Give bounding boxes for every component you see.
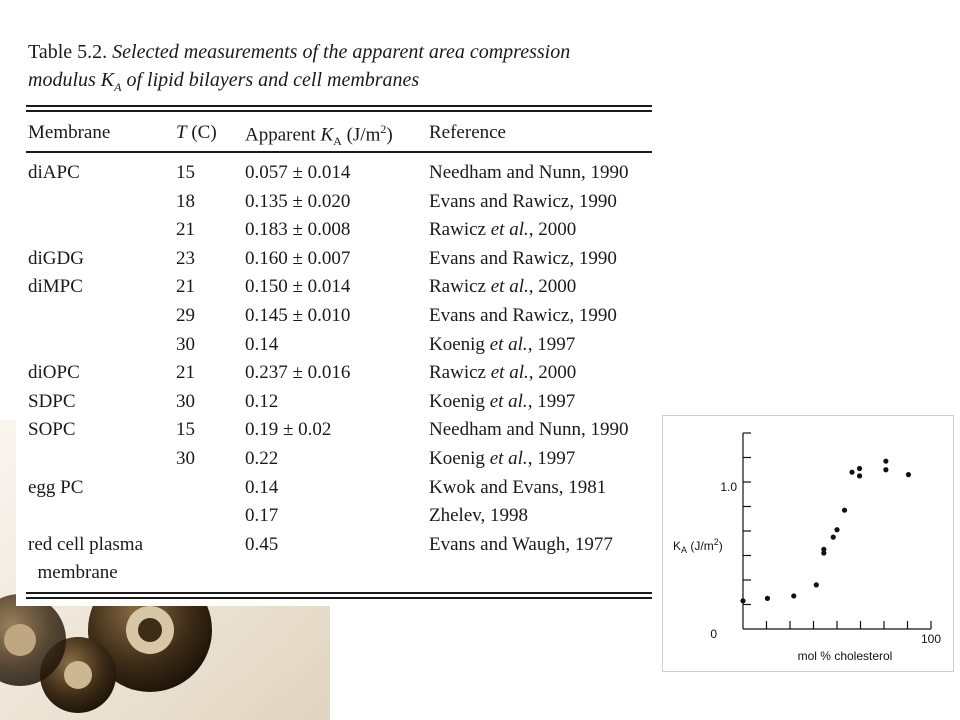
reference-ref-b: , 1997 <box>527 333 576 355</box>
cell-reference <box>429 505 528 527</box>
header-rule <box>26 151 652 153</box>
data-point <box>849 470 854 475</box>
reference-ref-i: et al. <box>489 448 528 469</box>
cell-membrane: diOPC <box>28 362 80 384</box>
reference-ref-i: et al. <box>489 333 528 355</box>
cell-reference <box>429 534 613 556</box>
y-axis-label-close: ) <box>718 539 723 553</box>
bottom-double-rule-2 <box>26 597 652 599</box>
caption-title-line1: Selected measurements of the apparent area compression <box>112 41 571 63</box>
cell-ka: 0.160 ± 0.007 <box>245 247 351 269</box>
data-point <box>821 547 826 552</box>
cholesterol-plot-panel <box>662 415 954 672</box>
cell-temp: 30 <box>176 333 195 355</box>
data-point <box>857 466 862 471</box>
cell-membrane: diGDG <box>28 247 84 269</box>
data-point <box>740 598 745 603</box>
cell-ka: 0.237 ± 0.016 <box>245 362 351 384</box>
cell-temp: 21 <box>176 219 195 241</box>
cell-temp: 18 <box>176 190 195 212</box>
reference-ref-a: Koenig <box>429 333 490 355</box>
reference-ref-a: Evans and Waugh, 1977 <box>429 533 613 555</box>
cell-temp: 21 <box>176 276 195 298</box>
header-reference: Reference <box>429 122 506 143</box>
data-point <box>883 467 888 472</box>
y-axis-label-unit: (J/m <box>687 539 714 553</box>
cell-ka: 0.22 <box>245 448 279 469</box>
header-ka-unit: (J/m <box>341 124 381 146</box>
reference-ref-b: , 2000 <box>528 219 577 241</box>
cell-temp: 30 <box>176 390 195 412</box>
cell-membrane: egg PC <box>28 476 84 498</box>
reference-ref-a: Zhelev, 1998 <box>429 505 529 527</box>
cell-temp: 21 <box>176 362 195 384</box>
reference-ref-i: et al. <box>489 390 528 412</box>
header-temperature <box>176 122 217 144</box>
cell-membrane: SOPC <box>28 419 76 441</box>
data-point <box>791 593 796 598</box>
cell-reference <box>429 248 617 270</box>
data-point <box>857 473 862 478</box>
cell-reference <box>429 162 628 184</box>
cell-temp: 29 <box>176 305 195 326</box>
header-membrane: Membrane <box>28 122 111 143</box>
reference-ref-i: et al. <box>490 276 529 298</box>
cholesterol-scatter-plot <box>663 416 953 671</box>
header-temp-unit: (C) <box>186 122 217 143</box>
cell-ka: 0.45 <box>245 533 279 555</box>
cell-ka: 0.150 ± 0.014 <box>245 276 351 298</box>
cell-ka: 0.14 <box>245 333 279 355</box>
cell-membrane: diMPC <box>28 276 83 298</box>
x-tick-label-100: 100 <box>920 632 942 646</box>
header-ka-prefix: Apparent <box>245 124 321 146</box>
cell-ka: 0.19 ± 0.02 <box>245 419 332 441</box>
cell-ka: 0.17 <box>245 505 279 527</box>
header-ka-close: ) <box>386 124 393 146</box>
cell-reference <box>429 305 617 327</box>
top-double-rule-1 <box>26 105 652 107</box>
cell-reference <box>429 191 617 213</box>
data-point <box>831 535 836 540</box>
reference-ref-i: et al. <box>490 219 529 241</box>
y-axis-label <box>673 537 723 555</box>
cell-ka: 0.057 ± 0.014 <box>245 162 351 183</box>
data-point <box>765 596 770 601</box>
reference-ref-a: Evans and Rawicz, 1990 <box>429 190 617 212</box>
cell-ka: 0.14 <box>245 476 279 498</box>
y-tick-label-1: 1.0 <box>720 480 737 494</box>
data-point <box>834 527 839 532</box>
reference-ref-a: Rawicz <box>429 276 491 298</box>
cell-reference <box>429 219 576 241</box>
header-ka <box>245 122 393 149</box>
caption-symbol-k: K <box>100 69 115 91</box>
cell-reference <box>429 477 606 499</box>
x-axis-label: mol % cholesterol <box>797 649 893 663</box>
data-point <box>842 508 847 513</box>
caption-label: Table 5.2. <box>28 41 108 63</box>
plot-points <box>740 459 911 604</box>
header-ka-sup: 2 <box>380 122 387 136</box>
reference-ref-b: , 2000 <box>528 276 577 298</box>
cell-membrane: red cell plasma <box>28 533 144 555</box>
cell-ka: 0.145 ± 0.010 <box>245 305 351 326</box>
reference-ref-a: Rawicz <box>429 362 491 384</box>
reference-ref-a: Rawicz <box>429 219 491 241</box>
y-axis-label-k: K <box>673 539 682 553</box>
reference-ref-a: Koenig <box>429 448 490 469</box>
y-tick-label-0: 0 <box>710 627 717 641</box>
cell-ka: 0.183 ± 0.008 <box>245 219 351 241</box>
reference-ref-a: Needham and Nunn, 1990 <box>429 419 629 441</box>
table-caption <box>28 38 658 101</box>
data-point <box>906 472 911 477</box>
cell-membrane: diAPC <box>28 162 80 183</box>
header-ka-symbol: K <box>320 124 334 146</box>
reference-ref-a: Evans and Rawicz, 1990 <box>429 305 617 326</box>
cell-reference <box>429 448 575 470</box>
reference-ref-b: , 2000 <box>528 362 577 384</box>
reference-ref-a: Kwok and Evans, 1981 <box>429 476 607 498</box>
cell-reference <box>429 391 575 413</box>
cell-temp: 30 <box>176 448 195 469</box>
cell-membrane: SDPC <box>28 390 76 412</box>
cell-reference <box>429 334 575 356</box>
cell-membrane: membrane <box>28 562 118 584</box>
table-panel <box>16 26 661 606</box>
data-point <box>883 459 888 464</box>
reference-ref-a: Evans and Rawicz, 1990 <box>429 247 617 269</box>
caption-title-line2-prefix: modulus <box>28 69 101 91</box>
reference-ref-b: , 1997 <box>527 390 576 412</box>
cell-ka: 0.135 ± 0.020 <box>245 190 351 212</box>
header-temp-symbol: T <box>176 122 187 143</box>
data-point <box>814 582 819 587</box>
reference-ref-a: Koenig <box>429 390 490 412</box>
cell-temp: 15 <box>176 162 195 183</box>
cell-reference <box>429 276 576 298</box>
reference-ref-b: , 1997 <box>527 448 576 469</box>
caption-symbol-sub: A <box>114 80 122 94</box>
y-axis-label-sub: A <box>681 545 688 555</box>
reference-ref-i: et al. <box>490 362 529 384</box>
cell-temp: 15 <box>176 419 195 441</box>
cell-temp: 23 <box>176 247 195 269</box>
cell-reference <box>429 362 576 384</box>
header-ka-sub: A <box>333 134 342 149</box>
cell-ka: 0.12 <box>245 390 279 412</box>
bottom-double-rule-1 <box>26 592 652 594</box>
y-axis-label-sup: 2 <box>713 537 719 547</box>
reference-ref-a: Needham and Nunn, 1990 <box>429 162 629 183</box>
cell-reference <box>429 419 628 441</box>
top-double-rule-2 <box>26 110 652 112</box>
caption-title-line2-rest: of lipid bilayers and cell membranes <box>121 69 420 91</box>
